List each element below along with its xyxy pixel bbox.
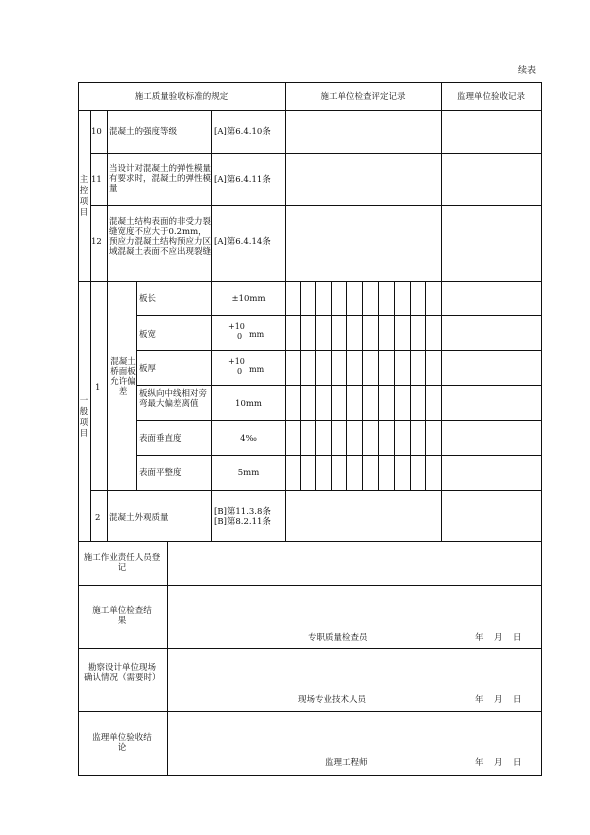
- date-day-1: 日: [513, 633, 522, 643]
- item-10-ref: [A]第6.4.10条: [214, 127, 271, 137]
- table-rule: [107, 490, 108, 542]
- general-item-2-no: 2: [95, 513, 101, 523]
- table-rule: [136, 420, 542, 421]
- general-group-label: 一般项目: [79, 396, 89, 439]
- contractor-signer-label: 专职质量检查员: [308, 633, 368, 643]
- row-board-length-tol: ±10mm: [231, 294, 266, 304]
- item-10-no: 10: [91, 127, 102, 137]
- general-item-2-desc: 混凝土外观质量: [109, 513, 169, 523]
- date-day-3: 日: [513, 758, 522, 768]
- table-rule: [211, 281, 212, 542]
- date-month-3: 月: [494, 758, 503, 768]
- row-board-thickness-tol-top: +10: [228, 357, 245, 366]
- table-rule: [78, 648, 542, 649]
- date-year-2: 年: [475, 695, 484, 705]
- row-verticality-tol: 4‰: [240, 434, 257, 444]
- general-item-1-no: 1: [95, 383, 101, 393]
- item-11-ref: [A]第6.4.11条: [214, 175, 271, 185]
- row-board-thickness-tol-unit: mm: [249, 365, 265, 374]
- table-rule: [78, 82, 542, 83]
- table-rule: [78, 711, 542, 712]
- table-rule: [78, 110, 542, 111]
- check-cell-rule: [362, 281, 363, 491]
- date-year-1: 年: [475, 633, 484, 643]
- check-cell-rule: [315, 281, 316, 491]
- date-month-1: 月: [494, 633, 503, 643]
- table-rule: [541, 82, 542, 776]
- personnel-label: 施工作业责任人员登记: [83, 553, 161, 573]
- date-day-2: 日: [513, 695, 522, 705]
- survey-label: 勘察设计单位现场确认情况（需要时）: [84, 663, 161, 683]
- check-cell-rule: [410, 281, 411, 491]
- date-year-3: 年: [475, 758, 484, 768]
- general-item-2-ref2: [B]第8.2.11条: [214, 517, 271, 527]
- item-11-no: 11: [91, 175, 102, 185]
- row-board-width-tol-top: +10: [228, 322, 245, 331]
- row-board-thickness-name: 板厚: [139, 364, 157, 374]
- row-board-width-tol-bottom: 0: [237, 332, 243, 341]
- row-flatness-name: 表面平整度: [139, 468, 182, 478]
- check-cell-rule: [425, 281, 426, 491]
- table-rule: [78, 585, 542, 586]
- row-board-length-name: 板长: [139, 294, 157, 304]
- general-item-2-ref1: [B]第11.3.8条: [214, 507, 271, 517]
- item-12-ref: [A]第6.4.14条: [214, 237, 271, 247]
- continued-label: 续表: [518, 66, 537, 76]
- table-rule: [90, 153, 542, 154]
- item-12-desc: 混凝土结构表面的非受力裂缝宽度不应大于0.2mm，预应力混凝土结构预应力区域混凝土表面不应出现裂缝: [109, 217, 212, 257]
- table-rule: [78, 775, 542, 776]
- check-cell-rule: [331, 281, 332, 491]
- table-rule: [107, 110, 108, 282]
- table-rule: [136, 350, 542, 351]
- row-verticality-name: 表面垂直度: [139, 434, 182, 444]
- main-control-group-label: 主控项目: [79, 175, 89, 218]
- table-rule: [78, 82, 79, 776]
- header-contractor-record: 施工单位检查评定记录: [320, 92, 406, 102]
- row-flatness-tol: 5mm: [237, 468, 260, 478]
- table-rule: [90, 205, 542, 206]
- table-rule: [90, 110, 91, 542]
- check-cell-rule: [346, 281, 347, 491]
- row-centerline-tol: 10mm: [235, 399, 262, 409]
- row-board-thickness-tol-bottom: 0: [237, 367, 243, 376]
- item-11-desc: 当设计对混凝土的弹性模量有要求时，混凝土的弹性模量: [109, 164, 212, 194]
- survey-signer-label: 现场专业技术人员: [298, 695, 367, 705]
- check-cell-rule: [378, 281, 379, 491]
- table-rule: [136, 385, 542, 386]
- check-cell-rule: [300, 281, 301, 491]
- supervisor-label: 监理单位验收结论: [92, 733, 152, 753]
- table-rule: [136, 315, 542, 316]
- table-rule: [136, 455, 542, 456]
- header-standard: 施工质量验收标准的规定: [134, 92, 229, 102]
- row-board-width-name: 板宽: [139, 330, 157, 340]
- table-rule: [107, 281, 108, 491]
- table-rule: [167, 541, 168, 776]
- row-board-width-tol-unit: mm: [249, 330, 265, 339]
- date-month-2: 月: [494, 695, 503, 705]
- row-centerline-name: 板纵向中线相对旁弯最大偏差离值: [139, 389, 208, 409]
- table-rule: [90, 490, 542, 491]
- general-item-1-label: 混凝土桥面板允许偏差: [110, 357, 136, 397]
- contractor-check-label: 施工单位检查结果: [92, 606, 152, 626]
- header-supervisor-record: 监理单位验收记录: [456, 92, 525, 102]
- item-10-desc: 混凝土的强度等级: [109, 127, 178, 137]
- table-rule: [136, 281, 137, 491]
- table-rule: [78, 281, 542, 282]
- item-12-no: 12: [91, 237, 102, 247]
- table-rule: [78, 541, 542, 542]
- check-cell-rule: [394, 281, 395, 491]
- supervisor-signer-label: 监理工程师: [325, 758, 368, 768]
- table-rule: [441, 82, 442, 542]
- table-rule: [285, 82, 286, 542]
- table-rule: [211, 110, 212, 282]
